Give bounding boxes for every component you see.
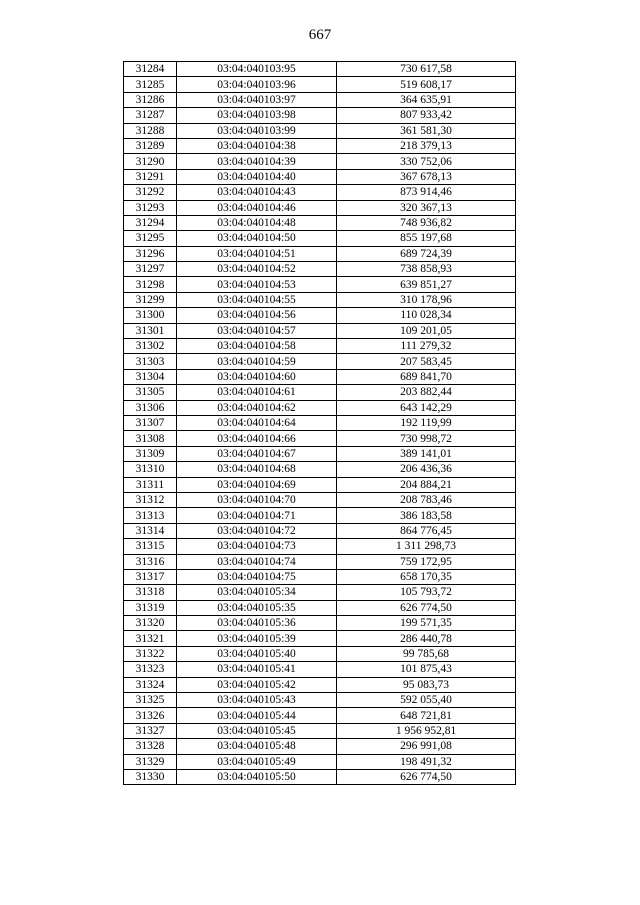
cadastral-number-cell: 03:04:040104:72 (177, 523, 337, 538)
value-cell: 206 436,36 (337, 462, 516, 477)
cadastral-number-cell: 03:04:040103:95 (177, 62, 337, 77)
value-cell: 648 721,81 (337, 708, 516, 723)
value-cell: 626 774,50 (337, 769, 516, 784)
row-number-cell: 31288 (124, 123, 177, 138)
cadastral-number-cell: 03:04:040104:70 (177, 492, 337, 507)
value-cell: 361 581,30 (337, 123, 516, 138)
row-number-cell: 31315 (124, 539, 177, 554)
table-row (124, 462, 516, 477)
table-row (124, 723, 516, 738)
value-cell: 738 858,93 (337, 262, 516, 277)
value-cell: 807 933,42 (337, 108, 516, 123)
cadastral-number-cell: 03:04:040104:40 (177, 169, 337, 184)
cadastral-number-cell: 03:04:040104:57 (177, 323, 337, 338)
row-number-cell: 31289 (124, 138, 177, 153)
table-row (124, 369, 516, 384)
table-row (124, 754, 516, 769)
row-number-cell: 31310 (124, 462, 177, 477)
table-row (124, 523, 516, 538)
value-cell: 1 956 952,81 (337, 723, 516, 738)
row-number-cell: 31296 (124, 246, 177, 261)
value-cell: 1 311 298,73 (337, 539, 516, 554)
table-row (124, 154, 516, 169)
row-number-cell: 31294 (124, 215, 177, 230)
cadastral-number-cell: 03:04:040103:98 (177, 108, 337, 123)
cadastral-number-cell: 03:04:040104:75 (177, 569, 337, 584)
cadastral-number-cell: 03:04:040104:61 (177, 385, 337, 400)
row-number-cell: 31324 (124, 677, 177, 692)
value-cell: 730 998,72 (337, 431, 516, 446)
row-number-cell: 31311 (124, 477, 177, 492)
row-number-cell: 31316 (124, 554, 177, 569)
row-number-cell: 31303 (124, 354, 177, 369)
value-cell: 689 724,39 (337, 246, 516, 261)
row-number-cell: 31309 (124, 446, 177, 461)
value-cell: 748 936,82 (337, 215, 516, 230)
value-cell: 626 774,50 (337, 600, 516, 615)
cadastral-number-cell: 03:04:040104:74 (177, 554, 337, 569)
value-cell: 658 170,35 (337, 569, 516, 584)
cadastral-number-cell: 03:04:040104:50 (177, 231, 337, 246)
cadastral-number-cell: 03:04:040105:43 (177, 693, 337, 708)
table-row (124, 708, 516, 723)
value-cell: 364 635,91 (337, 92, 516, 107)
table-row (124, 662, 516, 677)
table-row (124, 108, 516, 123)
table-row (124, 385, 516, 400)
table-row (124, 246, 516, 261)
cadastral-number-cell: 03:04:040104:46 (177, 200, 337, 215)
cadastral-number-cell: 03:04:040104:51 (177, 246, 337, 261)
row-number-cell: 31314 (124, 523, 177, 538)
row-number-cell: 31297 (124, 262, 177, 277)
table-row (124, 693, 516, 708)
cadastral-number-cell: 03:04:040105:39 (177, 631, 337, 646)
row-number-cell: 31307 (124, 415, 177, 430)
value-cell: 286 440,78 (337, 631, 516, 646)
table-row (124, 308, 516, 323)
row-number-cell: 31321 (124, 631, 177, 646)
table-row (124, 339, 516, 354)
row-number-cell: 31302 (124, 339, 177, 354)
row-number-cell: 31320 (124, 616, 177, 631)
cadastral-value-table (123, 61, 516, 785)
row-number-cell: 31286 (124, 92, 177, 107)
value-cell: 192 119,99 (337, 415, 516, 430)
table-row (124, 431, 516, 446)
value-cell: 111 279,32 (337, 339, 516, 354)
table-row (124, 616, 516, 631)
table-row (124, 769, 516, 784)
value-cell: 639 851,27 (337, 277, 516, 292)
table-row (124, 231, 516, 246)
table-row (124, 600, 516, 615)
cadastral-number-cell: 03:04:040104:52 (177, 262, 337, 277)
value-cell: 389 141,01 (337, 446, 516, 461)
cadastral-number-cell: 03:04:040104:66 (177, 431, 337, 446)
cadastral-number-cell: 03:04:040103:96 (177, 77, 337, 92)
row-number-cell: 31293 (124, 200, 177, 215)
table-row (124, 539, 516, 554)
row-number-cell: 31319 (124, 600, 177, 615)
cadastral-number-cell: 03:04:040105:50 (177, 769, 337, 784)
cadastral-number-cell: 03:04:040104:67 (177, 446, 337, 461)
row-number-cell: 31301 (124, 323, 177, 338)
table-row (124, 200, 516, 215)
row-number-cell: 31304 (124, 369, 177, 384)
value-cell: 105 793,72 (337, 585, 516, 600)
value-cell: 643 142,29 (337, 400, 516, 415)
value-cell: 109 201,05 (337, 323, 516, 338)
value-cell: 101 875,43 (337, 662, 516, 677)
value-cell: 310 178,96 (337, 292, 516, 307)
cadastral-number-cell: 03:04:040105:41 (177, 662, 337, 677)
value-cell: 203 882,44 (337, 385, 516, 400)
cadastral-number-cell: 03:04:040104:58 (177, 339, 337, 354)
table-row (124, 354, 516, 369)
value-cell: 864 776,45 (337, 523, 516, 538)
cadastral-number-cell: 03:04:040104:73 (177, 539, 337, 554)
cadastral-number-cell: 03:04:040104:62 (177, 400, 337, 415)
row-number-cell: 31308 (124, 431, 177, 446)
cadastral-number-cell: 03:04:040104:38 (177, 138, 337, 153)
cadastral-number-cell: 03:04:040105:40 (177, 646, 337, 661)
row-number-cell: 31322 (124, 646, 177, 661)
cadastral-number-cell: 03:04:040105:34 (177, 585, 337, 600)
cadastral-number-cell: 03:04:040104:69 (177, 477, 337, 492)
row-number-cell: 31312 (124, 492, 177, 507)
row-number-cell: 31313 (124, 508, 177, 523)
row-number-cell: 31284 (124, 62, 177, 77)
table-row (124, 631, 516, 646)
cadastral-number-cell: 03:04:040104:55 (177, 292, 337, 307)
cadastral-number-cell: 03:04:040104:60 (177, 369, 337, 384)
table-row (124, 277, 516, 292)
value-cell: 208 783,46 (337, 492, 516, 507)
row-number-cell: 31300 (124, 308, 177, 323)
value-cell: 198 491,32 (337, 754, 516, 769)
row-number-cell: 31299 (124, 292, 177, 307)
value-cell: 99 785,68 (337, 646, 516, 661)
row-number-cell: 31306 (124, 400, 177, 415)
row-number-cell: 31318 (124, 585, 177, 600)
value-cell: 207 583,45 (337, 354, 516, 369)
cadastral-number-cell: 03:04:040105:45 (177, 723, 337, 738)
value-cell: 320 367,13 (337, 200, 516, 215)
cadastral-number-cell: 03:04:040104:68 (177, 462, 337, 477)
cadastral-number-cell: 03:04:040105:49 (177, 754, 337, 769)
table-row (124, 262, 516, 277)
cadastral-number-cell: 03:04:040104:64 (177, 415, 337, 430)
table-row (124, 585, 516, 600)
cadastral-number-cell: 03:04:040105:48 (177, 739, 337, 754)
cadastral-number-cell: 03:04:040103:97 (177, 92, 337, 107)
cadastral-number-cell: 03:04:040104:43 (177, 185, 337, 200)
table-row (124, 169, 516, 184)
row-number-cell: 31326 (124, 708, 177, 723)
row-number-cell: 31329 (124, 754, 177, 769)
value-cell: 519 608,17 (337, 77, 516, 92)
table-body (124, 62, 516, 785)
table-row (124, 92, 516, 107)
table-row (124, 477, 516, 492)
row-number-cell: 31291 (124, 169, 177, 184)
table-row (124, 569, 516, 584)
row-number-cell: 31327 (124, 723, 177, 738)
row-number-cell: 31323 (124, 662, 177, 677)
row-number-cell: 31285 (124, 77, 177, 92)
table-row (124, 292, 516, 307)
row-number-cell: 31325 (124, 693, 177, 708)
row-number-cell: 31305 (124, 385, 177, 400)
value-cell: 296 991,08 (337, 739, 516, 754)
table-row (124, 123, 516, 138)
value-cell: 689 841,70 (337, 369, 516, 384)
cadastral-number-cell: 03:04:040104:56 (177, 308, 337, 323)
cadastral-number-cell: 03:04:040105:42 (177, 677, 337, 692)
cadastral-number-cell: 03:04:040105:36 (177, 616, 337, 631)
row-number-cell: 31287 (124, 108, 177, 123)
value-cell: 330 752,06 (337, 154, 516, 169)
row-number-cell: 31292 (124, 185, 177, 200)
table-row (124, 508, 516, 523)
row-number-cell: 31298 (124, 277, 177, 292)
table-row (124, 323, 516, 338)
value-cell: 873 914,46 (337, 185, 516, 200)
cadastral-number-cell: 03:04:040103:99 (177, 123, 337, 138)
value-cell: 199 571,35 (337, 616, 516, 631)
value-cell: 204 884,21 (337, 477, 516, 492)
value-cell: 367 678,13 (337, 169, 516, 184)
value-cell: 110 028,34 (337, 308, 516, 323)
cadastral-number-cell: 03:04:040105:44 (177, 708, 337, 723)
table-row (124, 554, 516, 569)
table-row (124, 646, 516, 661)
table-row (124, 77, 516, 92)
table-row (124, 138, 516, 153)
table-row (124, 185, 516, 200)
table-row (124, 739, 516, 754)
value-cell: 386 183,58 (337, 508, 516, 523)
table-row (124, 400, 516, 415)
table-row (124, 677, 516, 692)
row-number-cell: 31290 (124, 154, 177, 169)
row-number-cell: 31295 (124, 231, 177, 246)
value-cell: 95 083,73 (337, 677, 516, 692)
cadastral-number-cell: 03:04:040105:35 (177, 600, 337, 615)
cadastral-number-cell: 03:04:040104:71 (177, 508, 337, 523)
page-number: 667 (308, 27, 332, 43)
table-row (124, 446, 516, 461)
row-number-cell: 31328 (124, 739, 177, 754)
table-row (124, 215, 516, 230)
value-cell: 592 055,40 (337, 693, 516, 708)
value-cell: 759 172,95 (337, 554, 516, 569)
cadastral-number-cell: 03:04:040104:59 (177, 354, 337, 369)
value-cell: 730 617,58 (337, 62, 516, 77)
value-cell: 218 379,13 (337, 138, 516, 153)
cadastral-number-cell: 03:04:040104:48 (177, 215, 337, 230)
table-row (124, 492, 516, 507)
row-number-cell: 31330 (124, 769, 177, 784)
cadastral-number-cell: 03:04:040104:53 (177, 277, 337, 292)
table-row (124, 415, 516, 430)
value-cell: 855 197,68 (337, 231, 516, 246)
table-row (124, 62, 516, 77)
cadastral-number-cell: 03:04:040104:39 (177, 154, 337, 169)
row-number-cell: 31317 (124, 569, 177, 584)
